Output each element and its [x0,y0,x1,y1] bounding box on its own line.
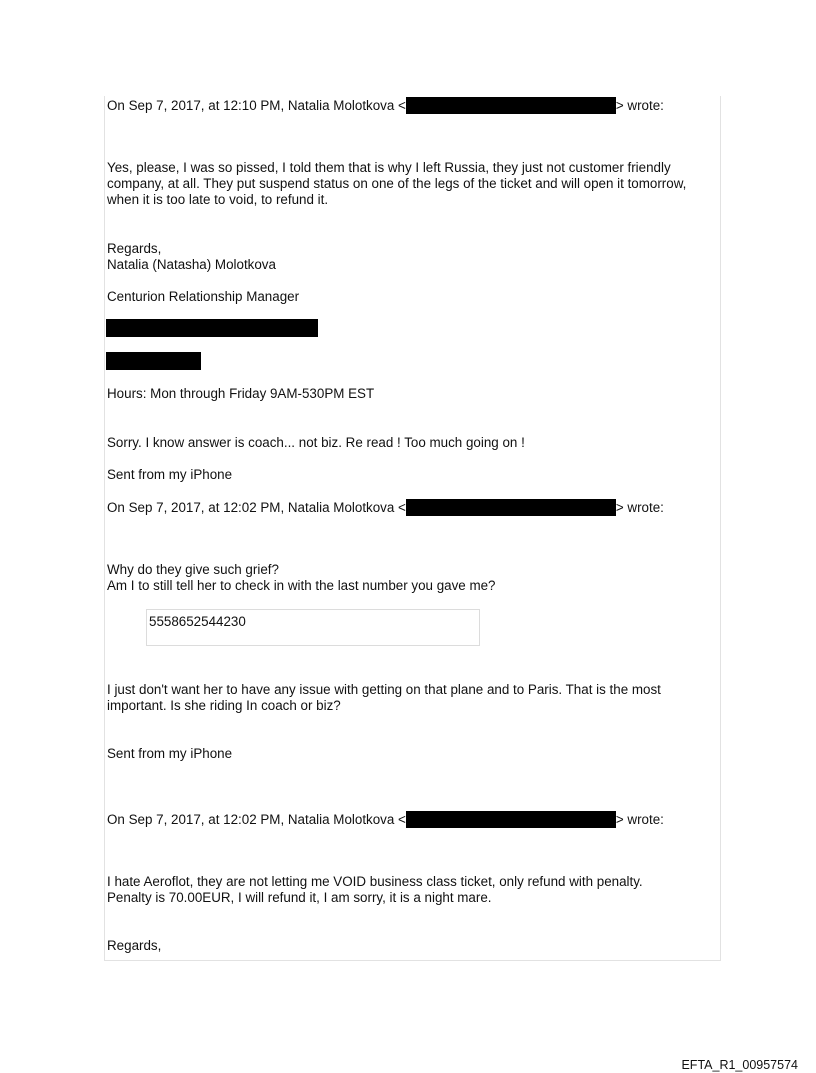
email1-body-line: company, at all. They put suspend status on one of the legs of the ticket and will open it tomorrow, [107,176,687,191]
email2-header-prefix: On Sep 7, 2017, at 12:02 PM, Natalia Molotkova < [107,500,406,515]
email3-header [107,811,664,828]
email1-header-prefix: On Sep 7, 2017, at 12:10 PM, Natalia Molotkova < [107,98,406,113]
email3-body-line: I hate Aeroflot, they are not letting me VOID business class ticket, only refund with penalty. [107,874,643,889]
quoted-number-box [146,609,480,646]
email2-sent-from: Sent from my iPhone [107,746,233,761]
signature-title: Centurion Relationship Manager [107,289,300,304]
email3-header-prefix: On Sep 7, 2017, at 12:02 PM, Natalia Molotkova < [107,812,406,827]
redacted-email-address [406,811,616,828]
reply-sent-from: Sent from my iPhone [107,467,233,482]
email2-body-line: Why do they give such grief? [107,562,279,577]
email1-body-line: when it is too late to void, to refund it. [107,192,329,207]
email3-header-suffix: > wrote: [615,812,664,827]
signature-name: Natalia (Natasha) Molotkova [107,257,276,272]
signature-hours: Hours: Mon through Friday 9AM-530PM EST [107,386,375,401]
quoted-number: 5558652544230 [149,614,246,629]
email2-header-suffix: > wrote: [615,500,664,515]
email-thread-frame [104,96,721,961]
redacted-block [106,319,318,337]
email2-body-line: I just don't want her to have any issue with getting on that plane and to Paris. That is the most [107,682,661,697]
email1-header-suffix: > wrote: [615,98,664,113]
email3-regards: Regards, [107,938,162,953]
email1-header [107,97,664,114]
reply-body: Sorry. I know answer is coach... not biz. Re read ! Too much going on ! [107,435,525,450]
email2-body-line: Am I to still tell her to check in with the last number you gave me? [107,578,496,593]
email1-regards: Regards, [107,241,162,256]
email3-body-line: Penalty is 70.00EUR, I will refund it, I am sorry, it is a night mare. [107,890,492,905]
redacted-block [106,352,201,370]
document-id: EFTA_R1_00957574 [681,1058,798,1072]
email2-body-line: important. Is she riding In coach or biz? [107,698,341,713]
email2-header [107,499,664,516]
redacted-email-address [406,97,616,114]
redacted-email-address [406,499,616,516]
email1-body-line: Yes, please, I was so pissed, I told them that is why I left Russia, they just not customer friendly [107,160,671,175]
